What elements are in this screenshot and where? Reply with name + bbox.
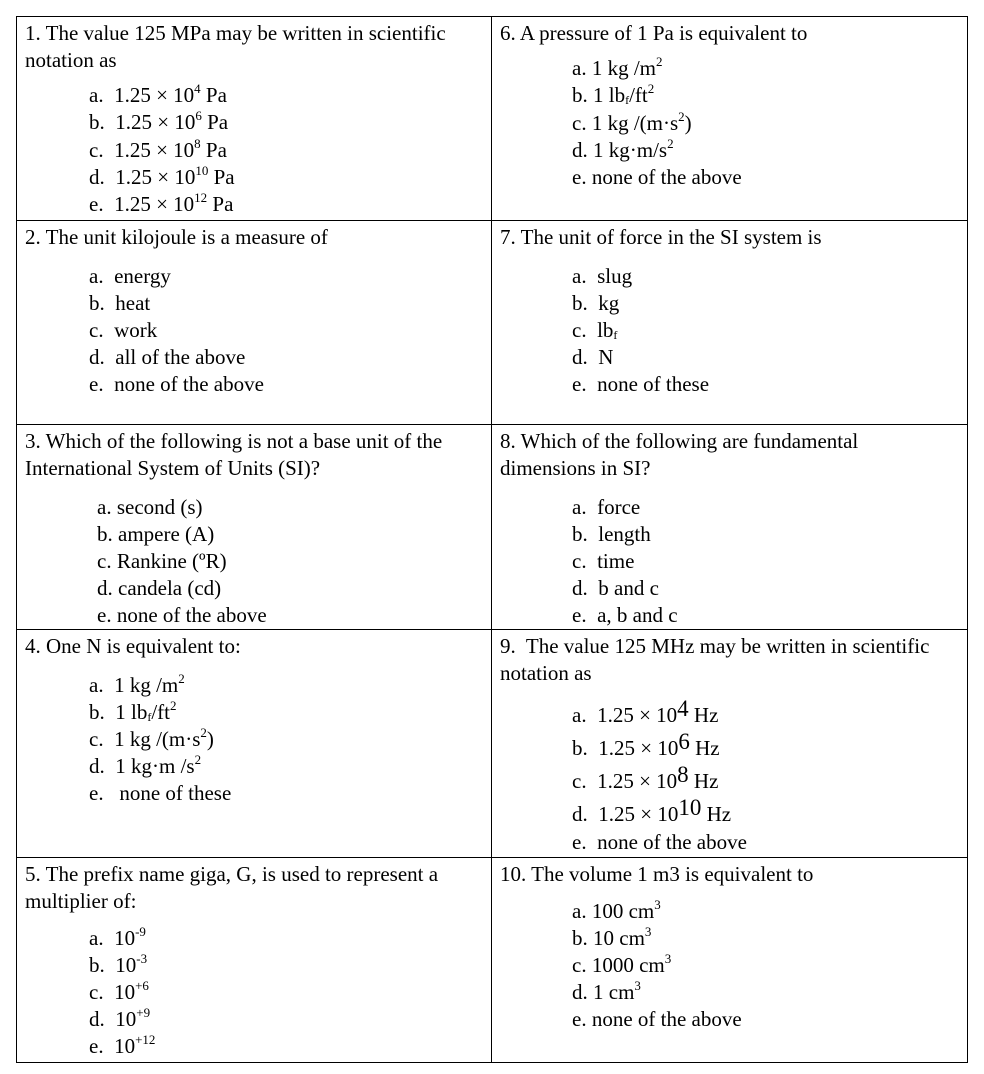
question-2-stem: 2. The unit kilojoule is a measure of [25,225,328,249]
option-4a: a. 1 kg $/m^2$ [89,671,185,697]
option-2a: a. energy [89,264,171,288]
question-7-options [500,263,959,398]
option-3c: c. Rankine (ºR) [97,549,227,573]
question-cell-6 [492,17,968,221]
question-2-options [25,263,483,398]
option-8a: a. force [572,495,641,519]
option-3b: b. ampere (A) [97,522,215,546]
question-cell-10 [492,858,968,1063]
option-1a: a. $1.25 \times 10^4$ Pa [89,81,227,107]
question-5-options [25,925,483,1060]
option-3e: e. none of the above [97,603,267,627]
option-10a: a. 100 $cm^3$ [572,897,661,923]
option-7c: c. $lb_f$ [572,318,618,342]
question-4-options [25,672,483,807]
question-9-options [500,696,959,854]
option-10e: e. none of the above [572,1007,742,1031]
question-cell-2 [17,221,492,425]
option-9b: b. 1.25 × 106 Hz [572,729,720,760]
question-6-options [500,55,959,191]
option-10d: d. 1 $cm^3$ [572,978,641,1004]
question-3-stem: 3. Which of the following is not a base unit of the International System of Units (SI)? [25,429,443,480]
question-6-stem: 6. A pressure of 1 Pa is equivalent to [500,21,808,45]
question-1-stem: 1. The value 125 MPa may be written in scientific notation as [25,21,446,72]
option-10b: b. 10 $cm^3$ [572,924,652,950]
question-cell-7 [492,221,968,425]
option-7e: e. none of these [572,372,710,396]
option-7b: b. kg [572,291,620,315]
question-9-stem: 9. The value 125 MHz may be written in scientific notation as [500,634,930,685]
option-6b: b. 1 $lb_f/ft^2$ [572,81,655,108]
option-10c: c. 1000 $cm^3$ [572,951,672,977]
option-5e: e. $10^{+12}$ [89,1032,156,1058]
question-10-options [500,898,959,1033]
option-4d: d. 1 kg·m $/s^2$ [89,752,202,778]
question-1-options [25,82,483,218]
question-8-stem: 8. Which of the following are fundamental dimensions in SI? [500,429,859,480]
option-7d: d. N [572,345,614,369]
option-9c: c. 1.25 × 108 Hz [572,762,719,793]
option-1c: c. $1.25 \times 10^8$ Pa [89,135,227,162]
question-3-options [25,494,483,629]
option-6e: e. none of the above [572,165,742,190]
question-cell-4 [17,630,492,858]
option-6a: a. 1 kg $/m^2$ [572,54,663,80]
option-9d: d. 1.25 × 1010 Hz [572,795,732,826]
option-1d: d. $1.25 \times 10^{10}$ Pa [89,162,235,189]
question-5-stem: 5. The prefix name giga, G, is used to represent a multiplier of: [25,862,439,913]
option-4b: b. 1 $lb_f/ft^2$ [89,698,177,724]
option-2b: b. heat [89,291,151,315]
question-cell-3 [17,425,492,630]
question-cell-1 [17,17,492,221]
option-2c: c. work [89,318,158,342]
option-1e: e. $1.25 \times 10^{12}$ Pa [89,190,234,217]
option-9a: a. 1.25 × 104 Hz [572,696,719,727]
option-3a: a. second (s) [97,495,203,519]
option-9e: e. none of the above [572,830,747,854]
option-8c: c. time [572,549,635,573]
option-5d: d. $10^{+9}$ [89,1005,151,1031]
question-10-stem: 10. The volume 1 m3 is equivalent to [500,862,814,886]
option-2e: e. none of the above [89,372,264,396]
option-2d: d. all of the above [89,345,246,369]
option-3d: d. candela (cd) [97,576,222,600]
question-cell-8 [492,425,968,630]
option-1b: b. $1.25 \times 10^6$ Pa [89,108,229,135]
option-5a: a. $10^{-9}$ [89,924,146,950]
question-8-options [500,494,959,629]
option-8d: d. b and c [572,576,659,600]
question-4-stem: 4. One N is equivalent to: [25,634,241,658]
questions-table [16,16,968,1063]
option-6c: c. 1 kg $/(m\cdot s^2)$ [572,108,692,135]
option-5b: b. $10^{-3}$ [89,951,148,977]
question-cell-9 [492,630,968,858]
option-5c: c. $10^{+6}$ [89,978,149,1004]
option-4c: c. 1 kg $/(m\cdot s^2)$ [89,725,214,751]
option-8b: b. length [572,522,651,546]
option-6d: d. 1 $kg\cdot m/s^2$ [572,135,674,162]
option-4e: e. none of these [89,781,232,805]
question-7-stem: 7. The unit of force in the SI system is [500,225,822,249]
option-7a: a. slug [572,264,633,288]
question-cell-5 [17,858,492,1063]
option-8e: e. a, b and c [572,603,678,627]
